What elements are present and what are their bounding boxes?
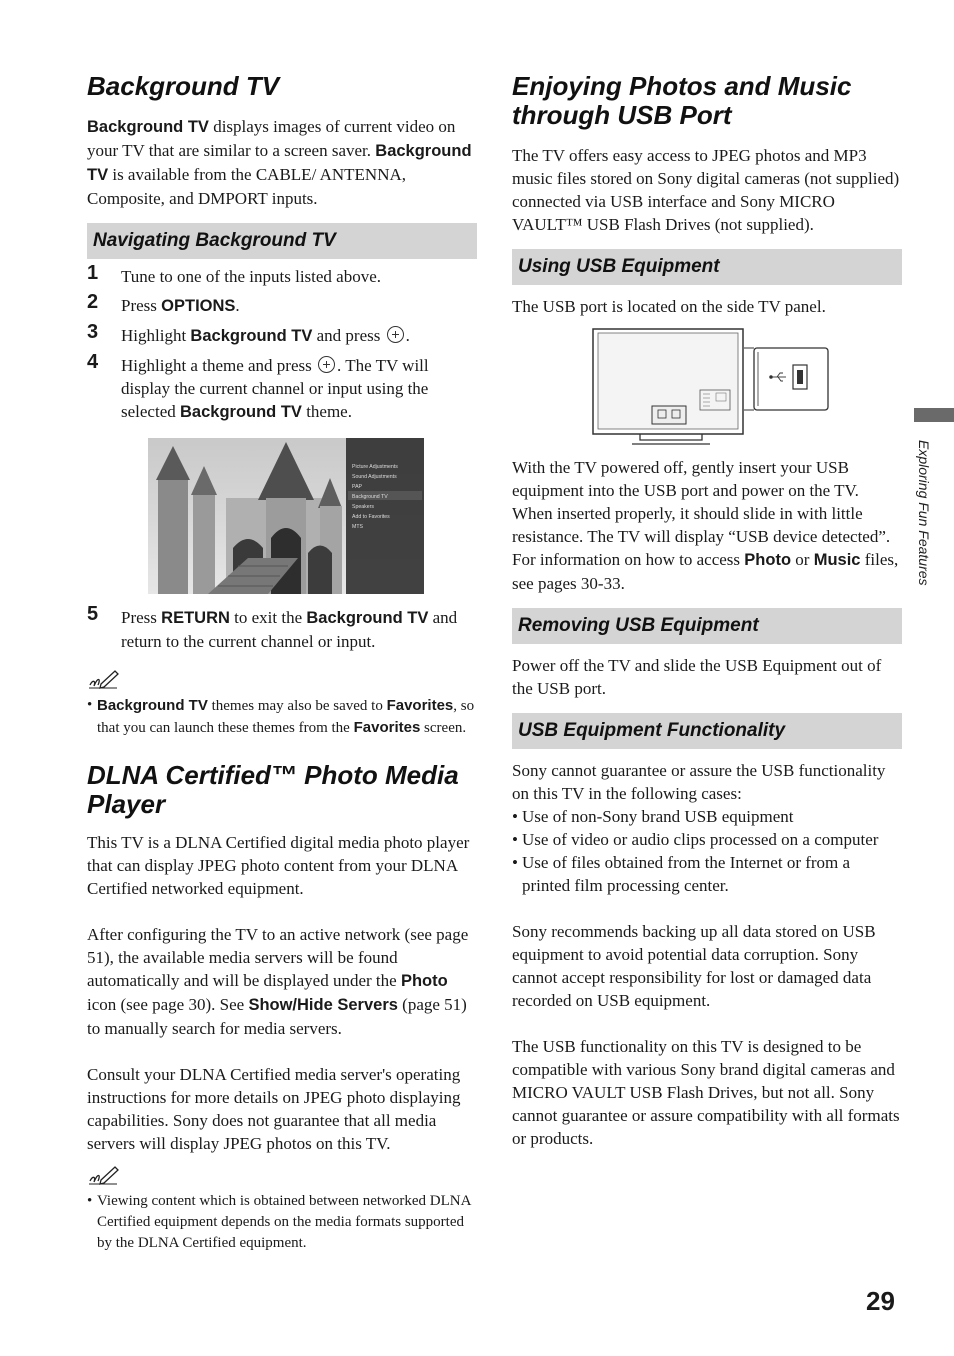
list-item-text: Use of files obtained from the Internet or from a printed film processing center. xyxy=(522,853,851,895)
left-column xyxy=(87,72,477,1254)
text-run: files, see pages 30-33. xyxy=(512,550,899,593)
usb-compatibility-text xyxy=(512,1035,902,1150)
text-run: and press xyxy=(312,326,385,345)
section-tab-marker xyxy=(914,408,954,422)
usb-functionality-bullets xyxy=(512,805,902,897)
bold-term: OPTIONS xyxy=(161,297,236,315)
removing-usb-heading: Removing USB Equipment xyxy=(512,608,902,644)
dlna-paragraph-1 xyxy=(87,831,477,900)
bold-term: Photo xyxy=(744,551,792,569)
screen-menu-item: PAP xyxy=(352,484,362,490)
text-run: After configuring the TV to an active network (see page 51), the available media servers will be found automatically and will be displayed under the xyxy=(87,925,469,990)
text-run: , so that you can launch these themes from the xyxy=(97,698,475,736)
screen-menu-item: Picture Adjustments xyxy=(352,464,398,470)
usb-removing-text xyxy=(512,654,902,700)
section-tab-label: Exploring Fun Features xyxy=(916,440,932,586)
step-number: 5 xyxy=(87,603,99,625)
using-usb-heading: Using USB Equipment xyxy=(512,249,902,285)
text-run: themes may also be saved to xyxy=(207,698,387,714)
list-item xyxy=(512,805,902,828)
page-number: 29 xyxy=(866,1286,895,1316)
usb-port-location xyxy=(512,295,902,318)
text-run: screen. xyxy=(420,720,467,736)
dlna-paragraph-3 xyxy=(87,1063,477,1155)
usb-functionality-heading: USB Equipment Functionality xyxy=(512,713,902,749)
bold-term: Background TV xyxy=(306,609,429,627)
text-run: or xyxy=(791,550,814,569)
usb-title: Enjoying Photos and Music through USB Port xyxy=(512,71,852,130)
usb-intro xyxy=(512,144,902,236)
text-run: The USB functionality on this TV is designed to be compatible with various Sony brand digital cameras and MICRO VAULT USB Flash Drives, but not all. Sony cannot guarantee or assure compatibility with all formats or products. xyxy=(512,1037,900,1148)
text-run: The USB port is located on the side TV panel. xyxy=(512,297,826,316)
text-run: is available from the CABLE/ ANTENNA, Composite, and DMPORT inputs. xyxy=(87,165,407,208)
text-run: Press xyxy=(121,608,162,627)
steps-list xyxy=(87,262,477,424)
bold-term: Photo xyxy=(400,972,448,990)
step-number: 2 xyxy=(87,291,99,313)
text-run: to exit the xyxy=(229,608,307,627)
step-number: 4 xyxy=(87,351,99,373)
text-run: Sony cannot guarantee or assure the USB functionality on this TV in the following cases: xyxy=(512,761,886,803)
usb-backup-recommendation xyxy=(512,920,902,1012)
text-run: Consult your DLNA Certified media server's operating instructions for more details on JPEG photo displaying capabilities. Sony does not guarantee that all media servers will display JPEG photos on this TV. xyxy=(87,1065,461,1153)
step-text xyxy=(121,267,381,286)
text-run: and return to the current channel or input. xyxy=(121,608,458,651)
bold-term: Background TV xyxy=(97,697,208,714)
note-pencil-icon xyxy=(87,667,121,689)
text-run: With the TV powered off, gently insert your USB equipment into the USB port and power on the TV. When inserted properly, it should slide in with little resistance. The TV will display “USB device detected”. For information on how to access xyxy=(512,458,891,569)
usb-functionality-intro xyxy=(512,759,902,805)
bullet-marker: • xyxy=(512,853,518,872)
bullet-marker: • xyxy=(512,807,518,826)
bold-term: Favorites xyxy=(386,697,454,714)
bold-term: Favorites xyxy=(353,719,421,736)
step-text xyxy=(121,356,429,421)
bold-term: Background TV xyxy=(87,118,209,136)
text-run: Tune to one of the inputs listed above. xyxy=(121,267,382,286)
step-5 xyxy=(87,603,477,653)
text-run: theme. xyxy=(301,402,352,421)
dlna-title: DLNA Certified™ Photo Media Player xyxy=(87,760,459,819)
step-number: 3 xyxy=(87,321,99,343)
bold-term: Music xyxy=(813,551,861,569)
enter-button-icon xyxy=(318,356,335,373)
right-column xyxy=(512,72,902,1150)
step-item xyxy=(87,321,477,348)
bold-term: Background TV xyxy=(190,327,313,345)
bold-term: Show/Hide Servers xyxy=(248,996,398,1014)
list-item xyxy=(512,851,902,897)
text-run: Viewing content which is obtained between networked DLNA Certified equipment depends on the media formats supported by the DLNA Certified equipment. xyxy=(97,1193,471,1251)
text-run: . The TV will display the current channel or input using the selected xyxy=(121,356,429,421)
step-text xyxy=(121,296,240,315)
list-item xyxy=(512,828,902,851)
text-run: Highlight xyxy=(121,326,191,345)
bold-term: RETURN xyxy=(161,609,230,627)
background-tv-screen-image xyxy=(148,438,424,594)
text-run: (page 51) to manually search for media servers. xyxy=(87,995,467,1038)
text-run: displays images of current video on your TV that are similar to a screen saver. xyxy=(87,117,456,160)
note-pencil-icon xyxy=(87,1163,121,1185)
step-text xyxy=(121,608,457,651)
step-text xyxy=(121,326,410,345)
step-number: 1 xyxy=(87,262,99,284)
text-run: Press xyxy=(121,296,162,315)
usb-insert-instructions xyxy=(512,456,902,595)
dlna-paragraph-2 xyxy=(87,923,477,1040)
text-run: Sony recommends backing up all data stored on USB equipment to avoid potential data corruption. Sony cannot accept responsibility for lost or damaged data recorded on USB equipment. xyxy=(512,922,876,1010)
text-run: The TV offers easy access to JPEG photos and MP3 music files stored on Sony digital cameras (not supplied) connected via USB interface and Sony MICRO VAULT™ USB Flash Drives (not supplied). xyxy=(512,146,900,234)
background-tv-intro xyxy=(87,115,477,210)
navigating-background-tv-heading: Navigating Background TV xyxy=(87,223,477,259)
text-run: . xyxy=(405,326,410,345)
text-run: icon (see page 30). See xyxy=(87,995,249,1014)
bullet-marker: • xyxy=(512,830,518,849)
text-run: . xyxy=(235,296,240,315)
screen-menu-item: Background TV xyxy=(352,494,388,500)
tv-usb-port-diagram xyxy=(592,328,832,448)
step-item xyxy=(87,262,477,288)
background-tv-note: • Background TV themes may also be saved to Favorites, so that you can launch these themes from the Favorites screen. xyxy=(87,697,475,736)
text-run: This TV is a DLNA Certified digital media photo player that can display JPEG photo content from your DLNA Certified networked equipment. xyxy=(87,833,470,898)
list-item-text: Use of video or audio clips processed on a computer xyxy=(522,830,879,849)
screen-menu-item: Add to Favorites xyxy=(352,514,390,520)
bold-term: Background TV xyxy=(87,142,472,184)
dlna-note: • Viewing content which is obtained between networked DLNA Certified equipment depends on the media formats supported by the DLNA Certified equipment. xyxy=(87,1193,471,1251)
step-item xyxy=(87,291,477,318)
screen-menu-item: Speakers xyxy=(352,504,374,510)
screen-menu-item: MTS xyxy=(352,524,363,530)
background-tv-title: Background TV xyxy=(87,71,280,101)
text-run: Power off the TV and slide the USB Equipment out of the USB port. xyxy=(512,656,882,698)
screen-menu-item: Sound Adjustments xyxy=(352,474,397,480)
step-item xyxy=(87,351,477,424)
step-item xyxy=(87,603,477,653)
enter-button-icon xyxy=(387,326,404,343)
list-item-text: Use of non-Sony brand USB equipment xyxy=(522,807,794,826)
text-run: Highlight a theme and press xyxy=(121,356,316,375)
bold-term: Background TV xyxy=(180,403,302,421)
